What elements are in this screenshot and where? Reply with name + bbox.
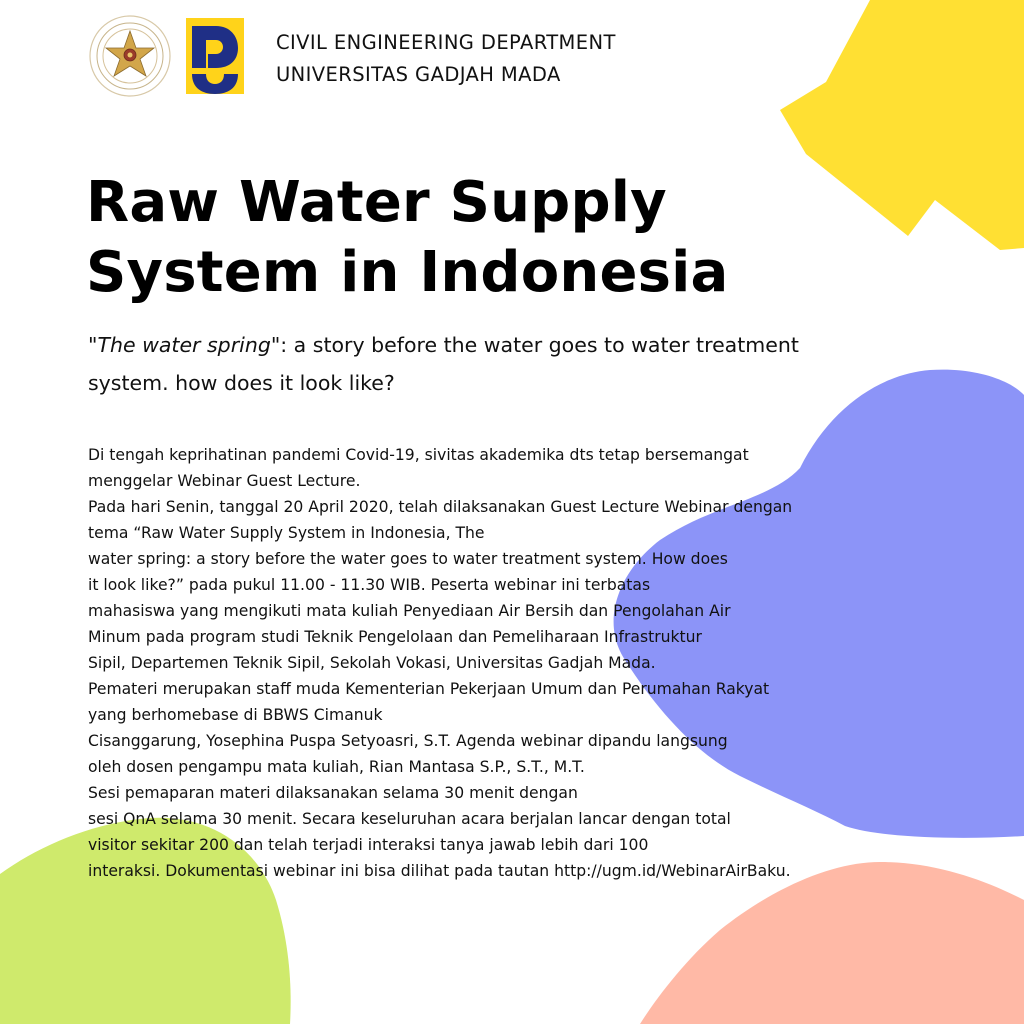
body-line: menggelar Webinar Guest Lecture. bbox=[88, 472, 361, 490]
department-line1: CIVIL ENGINEERING DEPARTMENT bbox=[276, 31, 616, 54]
body-line: sesi QnA selama 30 menit. Secara keseluruhan acara berjalan lancar dengan total bbox=[88, 810, 731, 828]
subtitle-line2: system. how does it look like? bbox=[88, 371, 395, 395]
salmon-blob-shape bbox=[640, 862, 1024, 1024]
body-line: Pada hari Senin, tanggal 20 April 2020, telah dilaksanakan Guest Lecture Webinar dengan bbox=[88, 498, 793, 516]
subtitle-rest: ": a story before the water goes to water treatment bbox=[270, 333, 799, 357]
body-line: Sipil, Departemen Teknik Sipil, Sekolah Vokasi, Universitas Gadjah Mada. bbox=[88, 654, 656, 672]
ugm-seal-icon bbox=[88, 14, 172, 98]
body-line: interaksi. Dokumentasi webinar ini bisa dilihat pada tautan http://ugm.id/WebinarAirBaku. bbox=[88, 862, 791, 880]
body-line: Sesi pemaparan materi dilaksanakan selama 30 menit dengan bbox=[88, 784, 578, 802]
body-line: Cisanggarung, Yosephina Puspa Setyoasri, S.T. Agenda webinar dipandu langsung bbox=[88, 732, 728, 750]
body-line: oleh dosen pengampu mata kuliah, Rian Mantasa S.P., S.T., M.T. bbox=[88, 758, 585, 776]
department-name bbox=[276, 27, 716, 91]
body-line: it look like?” pada pukul 11.00 - 11.30 WIB. Peserta webinar ini terbatas bbox=[88, 576, 651, 594]
department-line2: UNIVERSITAS GADJAH MADA bbox=[276, 63, 561, 86]
body-line: Di tengah keprihatinan pandemi Covid-19, sivitas akademika dts tetap bersemangat bbox=[88, 446, 749, 464]
title-line1: Raw Water Supply bbox=[86, 170, 667, 235]
body-line: Minum pada program studi Teknik Pengelolaan dan Pemeliharaan Infrastruktur bbox=[88, 628, 702, 646]
body-line: Pemateri merupakan staff muda Kementerian Pekerjaan Umum dan Perumahan Rakyat bbox=[88, 680, 770, 698]
subtitle bbox=[88, 326, 948, 402]
body-paragraph bbox=[88, 442, 968, 884]
body-line: visitor sekitar 200 dan telah terjadi interaksi tanya jawab lebih dari 100 bbox=[88, 836, 649, 854]
pupr-logo-icon bbox=[186, 18, 244, 94]
title-line2: System in Indonesia bbox=[86, 240, 729, 305]
subtitle-italic: The water spring bbox=[97, 333, 271, 357]
body-line: water spring: a story before the water goes to water treatment system. How does bbox=[88, 550, 728, 568]
subtitle-line1 bbox=[88, 326, 948, 364]
body-line: yang berhomebase di BBWS Cimanuk bbox=[88, 706, 383, 724]
body-line: tema “Raw Water Supply System in Indonesia, The bbox=[88, 524, 485, 542]
body-line: mahasiswa yang mengikuti mata kuliah Penyediaan Air Bersih dan Pengolahan Air bbox=[88, 602, 731, 620]
page-title bbox=[86, 168, 846, 308]
subtitle-quote: " bbox=[88, 333, 98, 357]
